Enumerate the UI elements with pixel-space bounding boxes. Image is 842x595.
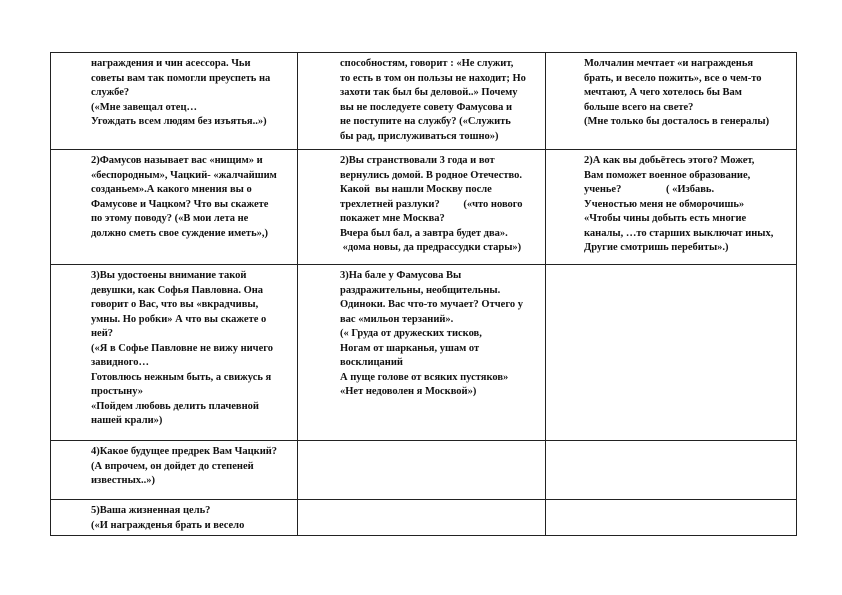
table-cell <box>51 53 298 150</box>
table-row <box>51 150 797 265</box>
cell-text-line: 2)Вы странствовали 3 года и вот <box>340 155 495 166</box>
table-cell <box>298 150 546 265</box>
table-row <box>51 265 797 441</box>
cell-text-line: созданьем».А какого мнения вы о <box>91 184 252 195</box>
cell-text-line: («Я в Софье Павловне не вижу ничего <box>91 342 274 354</box>
table-cell <box>546 53 797 150</box>
cell-text-line: то есть в том он пользы не находит; Но <box>340 72 526 84</box>
cell-text-line: награждения и чин асессора. Чьи <box>91 58 251 69</box>
cell-text-line: каналы, …то старших выключат иных, <box>584 227 774 239</box>
cell-text-line: бы рад, прислуживаться тошно») <box>340 130 499 142</box>
cell-text-line: Ученостью меня не обморочишь» <box>584 198 745 210</box>
cell-text-line: 5)Ваша жизненная цель? <box>91 505 211 516</box>
cell-text-line: вас «мильон терзаний». <box>340 313 454 325</box>
table-cell <box>546 441 797 500</box>
cell-text-line: советы вам так помогли преуспеть на <box>91 72 271 84</box>
cell-text-line: ней? <box>91 328 114 339</box>
cell-text-line: раздражительны, необщительны. <box>340 284 501 296</box>
cell-text-line: по этому поводу? («В мои лета не <box>91 213 249 224</box>
cell-text-line: (« Груда от дружеских тисков, <box>340 328 482 339</box>
cell-text-line: способностям, говорит : «Не служит, <box>340 58 514 69</box>
cell-text-line: Молчалин мечтает «и награжденья <box>584 58 754 69</box>
cell-text-line: ученье? ( «Избавь. <box>584 184 715 195</box>
cell-text-line: вы не последуете совету Фамусова и <box>340 101 513 113</box>
cell-text-line: 4)Какое будущее предрек Вам Чацкий? <box>91 446 278 457</box>
table-cell <box>51 265 298 441</box>
cell-text-line: Готовлюсь нежным быть, а свижусь я <box>91 371 272 383</box>
cell-text-line: 3)На бале у Фамусова Вы <box>340 270 462 281</box>
cell-text-line: (А впрочем, он дойдет до степеней <box>91 460 254 472</box>
table-cell <box>298 265 546 441</box>
table-cell <box>546 265 797 441</box>
table-row <box>51 53 797 150</box>
table-cell <box>51 150 298 265</box>
cell-text-line: 3)Вы удостоены внимание такой <box>91 270 247 281</box>
cell-text-line: вернулись домой. В родное Отечество. <box>340 169 522 181</box>
cell-text-line: захоти так был бы деловой..» Почему <box>340 87 518 98</box>
cell-text-line: «беспородным», Чацкий- «жалчайшим <box>91 169 277 181</box>
cell-text-line: Ногам от шарканья, ушам от <box>340 342 480 354</box>
cell-text-line: умны. Но робки» А что вы скажете о <box>91 313 267 325</box>
cell-text-line: не поступите на службу? («Служить <box>340 116 511 127</box>
cell-text-line: Угождать всем людям без изъятья..») <box>91 116 267 127</box>
cell-text-line: больше всего на свете? <box>584 101 694 113</box>
table-row <box>51 500 797 536</box>
table-cell <box>298 441 546 500</box>
cell-text-line: «дома новы, да предрассудки стары») <box>340 242 522 253</box>
cell-text-line: Вчера был бал, а завтра будет два». <box>340 227 508 239</box>
table-cell <box>298 500 546 536</box>
cell-text-line: нашей крали») <box>91 415 163 426</box>
cell-text-line: простыну» <box>91 386 143 397</box>
table-cell <box>298 53 546 150</box>
cell-text-line: (Мне только бы досталось в генералы) <box>584 116 770 127</box>
cell-text-line: А пуще голове от всяких пустяков» <box>340 371 509 383</box>
cell-text-line: («И награжденья брать и весело <box>91 519 245 531</box>
cell-text-line: («Мне завещал отец… <box>91 101 197 113</box>
cell-text-line: девушки, как Софья Павловна. Она <box>91 284 264 296</box>
cell-text-line: «Нет недоволен я Москвой») <box>340 386 477 397</box>
cell-text-line: трехлетней разлуки? («что нового <box>340 198 523 210</box>
cell-text-line: службе? <box>91 87 130 98</box>
cell-text-line: 2)А как вы добьётесь этого? Может, <box>584 155 755 166</box>
cell-text-line: «Чтобы чины добыть есть многие <box>584 213 747 224</box>
table-row <box>51 441 797 500</box>
cell-text-line: говорит о Вас, что вы «вкрадчивы, <box>91 299 259 310</box>
cell-text-line: завидного… <box>91 357 150 368</box>
cell-text-line: Фамусове и Чацком? Что вы скажете <box>91 198 269 210</box>
cell-text-line: покажет мне Москва? <box>340 213 445 224</box>
cell-text-line: восклицаний <box>340 357 403 368</box>
table-cell <box>546 150 797 265</box>
cell-text-line: «Пойдем любовь делить плачевной <box>91 400 259 412</box>
question-table <box>50 52 797 536</box>
table-cell <box>51 441 298 500</box>
cell-text-line: Вам поможет военное образование, <box>584 169 751 181</box>
table-cell <box>546 500 797 536</box>
cell-text-line: Какой вы нашли Москву после <box>340 184 492 195</box>
cell-text-line: известных..») <box>91 475 156 486</box>
table-cell <box>51 500 298 536</box>
cell-text-line: должно сметь свое суждение иметь»,) <box>91 227 269 239</box>
cell-text-line: Другие смотришь перебиты».) <box>584 242 729 253</box>
cell-text-line: Одиноки. Вас что-то мучает? Отчего у <box>340 299 523 310</box>
cell-text-line: мечтают, А чего хотелось бы Вам <box>584 87 742 98</box>
cell-text-line: 2)Фамусов называет вас «нищим» и <box>91 155 263 166</box>
cell-text-line: брать, и весело пожить», все о чем-то <box>584 72 762 84</box>
